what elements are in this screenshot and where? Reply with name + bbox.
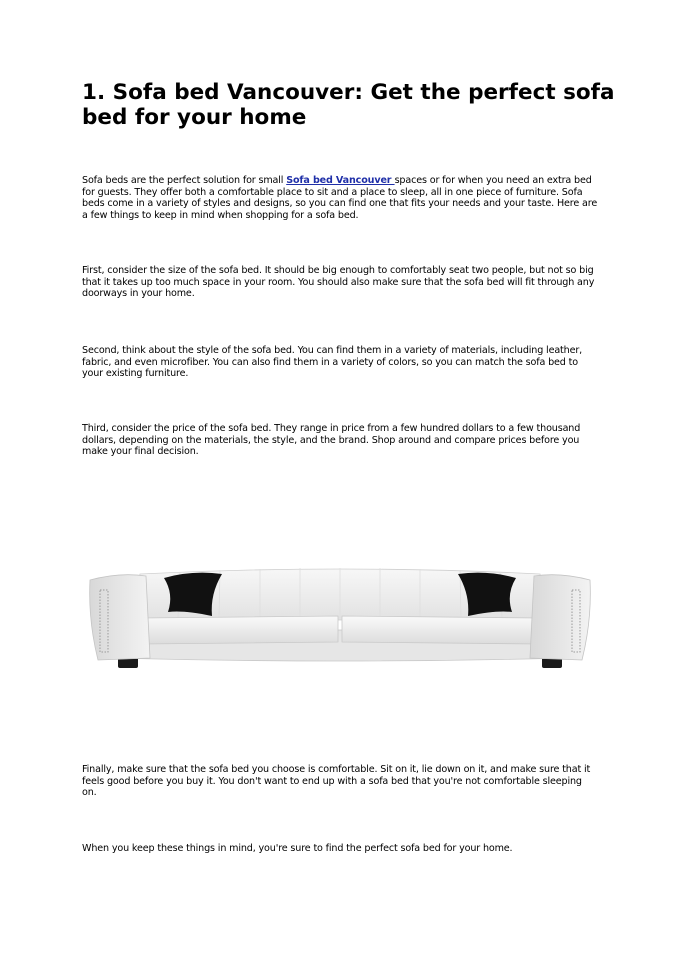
price-paragraph: Third, consider the price of the sofa bed. They range in price from a few hundred dollars to a few thousand dollars, depending on the materials, the style, and the brand. Shop around and compare prices before you make your final decision. — [82, 423, 581, 458]
style-paragraph: Second, think about the style of the sofa bed. You can find them in a variety of materials, including leather, fabric, and even microfiber. You can also find them in a variety of colors, so you can match the sofa bed to your existing furniture. — [82, 345, 583, 380]
intro-text-start: Sofa beds are the perfect solution for small — [82, 175, 287, 186]
sofa-bed-vancouver-link[interactable]: Sofa bed Vancouver — [286, 175, 395, 186]
sofa-cushion-right — [342, 616, 542, 644]
intro-paragraph — [82, 175, 598, 221]
sofa-arm-right — [530, 575, 590, 660]
page-title: 1. Sofa bed Vancouver: Get the perfect sofa bed for your home — [82, 80, 615, 130]
sofa-cushion-left — [138, 616, 338, 644]
size-paragraph: First, consider the size of the sofa bed. It should be big enough to comfortably seat two people, but not so big that it takes up too much space in your room. You should also make sure that the sofa bed will fit through any doorways in your home. — [82, 265, 595, 300]
closing-paragraph: When you keep these things in mind, you're sure to find the perfect sofa bed for your home. — [82, 843, 513, 854]
sofa-image — [80, 560, 600, 675]
comfort-paragraph: Finally, make sure that the sofa bed you choose is comfortable. Sit on it, lie down on it, and make sure that it feels good before you buy it. You don't want to end up with a sofa bed that you're not comfortable sleeping on. — [82, 764, 591, 799]
sofa-arm-left — [90, 575, 150, 660]
intro-text-end: spaces or for when you need an extra bed for guests. They offer both a comfortable place to sit and a place to sleep, all in one piece of furniture. Sofa beds come in a variety of styles and designs, so you can find one that fits your needs and your taste. Here are a few things to keep in mind when shopping for a sofa bed. — [82, 175, 598, 221]
